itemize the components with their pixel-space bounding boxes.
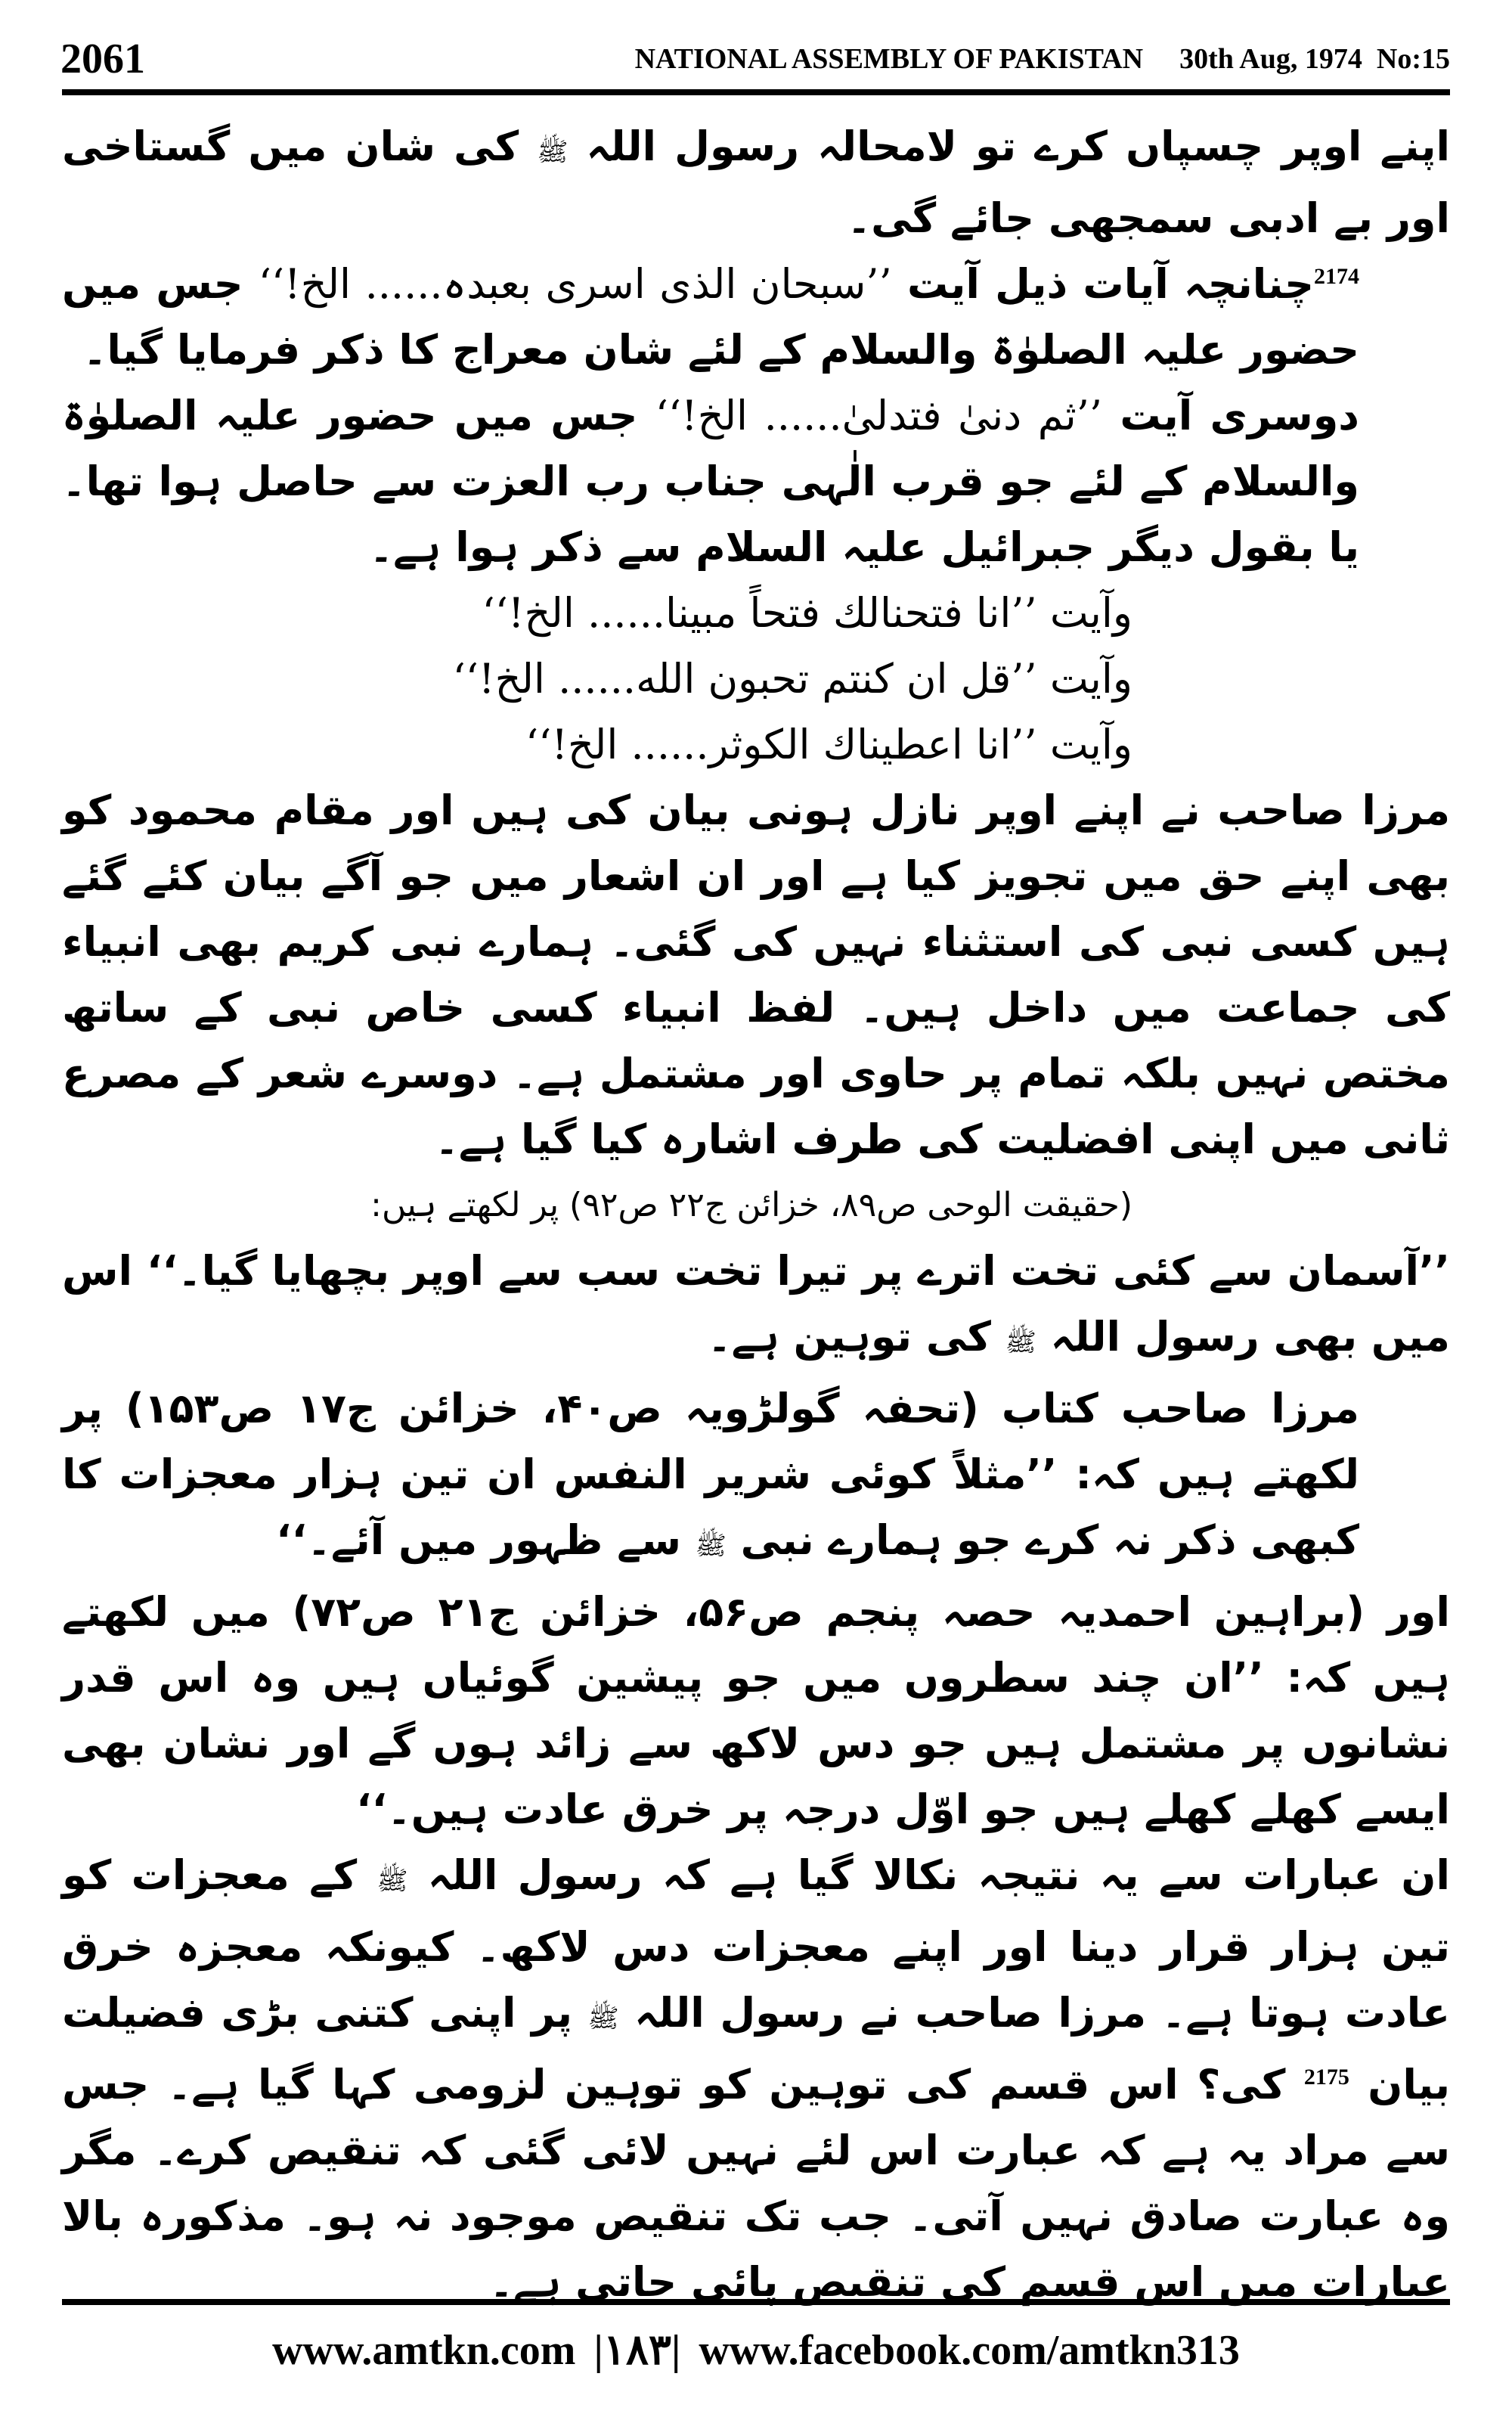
paragraph-8: ان عبارات سے یہ نتیجہ نکالا گیا ہے کہ رسول اللہ ﷺ کے معجزات کو تین ہزار قرار دینا اور اپنے معجزات دس لاکھ۔ کیونکہ معجزہ خرق عادت ہوتا ہے۔ مرزا صاحب نے رسول اللہ ﷺ پر اپنی کتنی بڑی فضیلت بیان $^{2175}$ کی؟ اس قسم کی توہین کو توہین لزومی کہا گیا ہے۔ جس سے مراد یہ ہے کہ عبارت اس لئے نہیں لائی گئی کہ تنقیص کرے۔ مگر وہ عبارت صادق نہیں آتی۔ جب تک تنقیص موجود نہ ہو۔ مذکورہ بالا عبارات میں اس قسم کی تنقیص پائی جاتی ہے۔ xyxy=(62,1851,1450,2306)
paragraph-5: ’’آسمان سے کئی تخت اترے پر تیرا تخت سب سے اوپر بچھایا گیا۔‘‘ اس میں بھی رسول اللہ ﷺ کی توہین ہے۔ xyxy=(62,1247,1450,1360)
running-title xyxy=(635,42,1450,76)
quran-quote: ’’سبحان الذی اسری بعبدہ...... الخ!‘‘ xyxy=(258,260,892,308)
footer-rule xyxy=(62,2299,1450,2305)
paragraph-7: اور (براہین احمدیہ حصہ پنجم ص۵۶، خزائن ج۲۱ ص۷۲) میں لکھتے ہیں کہ: ’’ان چند سطروں میں جو پیشین گوئیاں ہیں وہ اس قدر نشانوں پر مشتمل ہیں جو دس لاکھ سے زائد ہوں گے اور نشان بھی ایسے کھلے کھلے ہیں جو اوّل درجہ پر خرق عادت ہیں۔‘‘ xyxy=(62,1588,1450,1833)
quran-quote: ’’ثم دنیٰ فتدلیٰ...... الخ!‘‘ xyxy=(655,392,1103,439)
page-header xyxy=(60,29,1450,89)
salutation-glyph: ﷺ xyxy=(695,1531,727,1561)
page-marker: |۱۸۳| xyxy=(593,2327,681,2374)
verse-line: وآیت ’’انا فتحنالك فتحاً مبینا...... الخ!‘‘ xyxy=(482,589,1132,637)
salutation-glyph: ﷺ xyxy=(587,2003,619,2034)
page-body xyxy=(62,113,1451,2306)
salutation-glyph: ﷺ xyxy=(1005,1327,1036,1357)
verse-line: وآیت ’’قل ان کنتم تحبون الله...... الخ!‘‘ xyxy=(452,655,1132,703)
paragraph-1: اپنے اوپر چسپاں کرے تو لامحالہ رسول اللہ ﷺ کی شان میں گستاخی اور بے ادبی سمجھی جائے گی۔ xyxy=(62,123,1451,242)
page-footer xyxy=(0,2325,1512,2375)
salutation-glyph: ﷺ xyxy=(376,1866,408,1896)
facebook-link[interactable]: www.facebook.com/amtkn313 xyxy=(699,2327,1240,2374)
header-rule xyxy=(62,89,1450,95)
reference-line: (حقیقت الوحی ص۸۹، خزائن ج۲۲ ص۹۲) پر لکھتے ہیں: xyxy=(370,1186,1132,1224)
paragraph-4: مرزا صاحب نے اپنے اوپر نازل ہونی بیان کی ہیں اور مقام محمود کو بھی اپنے حق میں تجویز کیا ہے اور ان اشعار میں جو آگے بیان کئے گئے ہیں کسی نبی کی استثناء نہیں کی گئی۔ ہمارے نبی کریم بھی انبیاء کی جماعت میں داخل ہیں۔ لفظ انبیاء کسی خاص نبی کے ساتھ مختص نہیں بلکہ تمام پر حاوی اور مشتمل ہے۔ دوسرے شعر کے مصرع ثانی میں اپنی افضلیت کی طرف اشارہ کیا گیا ہے۔ xyxy=(62,786,1450,1163)
salutation-glyph: ﷺ xyxy=(537,137,569,167)
paragraph-6: مرزا صاحب کتاب (تحفہ گولڑویہ ص۴۰، خزائن ج۱۷ ص۱۵۳) پر لکھتے ہیں کہ: ’’مثلاً کوئی شریر النفس ان تین ہزار معجزات کا کبھی ذکر نہ کرے جو ہمارے نبی ﷺ سے ظہور میں آئے۔‘‘ xyxy=(62,1385,1359,1564)
assembly-name: NATIONAL ASSEMBLY OF PAKISTAN xyxy=(634,43,1144,75)
session-date: 30th Aug, 1974 xyxy=(1179,43,1362,75)
verse-line: وآیت ’’انا اعطیناك الکوثر...... الخ!‘‘ xyxy=(525,721,1132,768)
page-number: 2061 xyxy=(60,36,145,82)
website-link[interactable]: www.amtkn.com xyxy=(272,2327,576,2374)
paragraph-2: $^{2174}$چنانچہ آیات ذیل آیت ’’سبحان الذی اسری بعبدہ...... الخ!‘‘ جس میں حضور علیہ الصلوٰۃ والسلام کے لئے شان معراج کا ذکر فرمایا گیا۔ xyxy=(62,260,1360,374)
footnote-marker: 2175 xyxy=(1303,2065,1349,2090)
paragraph-3: دوسری آیت ’’ثم دنیٰ فتدلیٰ...... الخ!‘‘ جس میں حضور علیہ الصلوٰۃ والسلام کے لئے جو قرب الٰہی جناب رب العزت سے حاصل ہوا تھا۔ یا بقول دیگر جبرائیل علیہ السلام سے ذکر ہوا ہے۔ xyxy=(62,392,1359,571)
footnote-marker: 2174 xyxy=(1314,264,1360,289)
issue-number: No:15 xyxy=(1376,43,1450,75)
